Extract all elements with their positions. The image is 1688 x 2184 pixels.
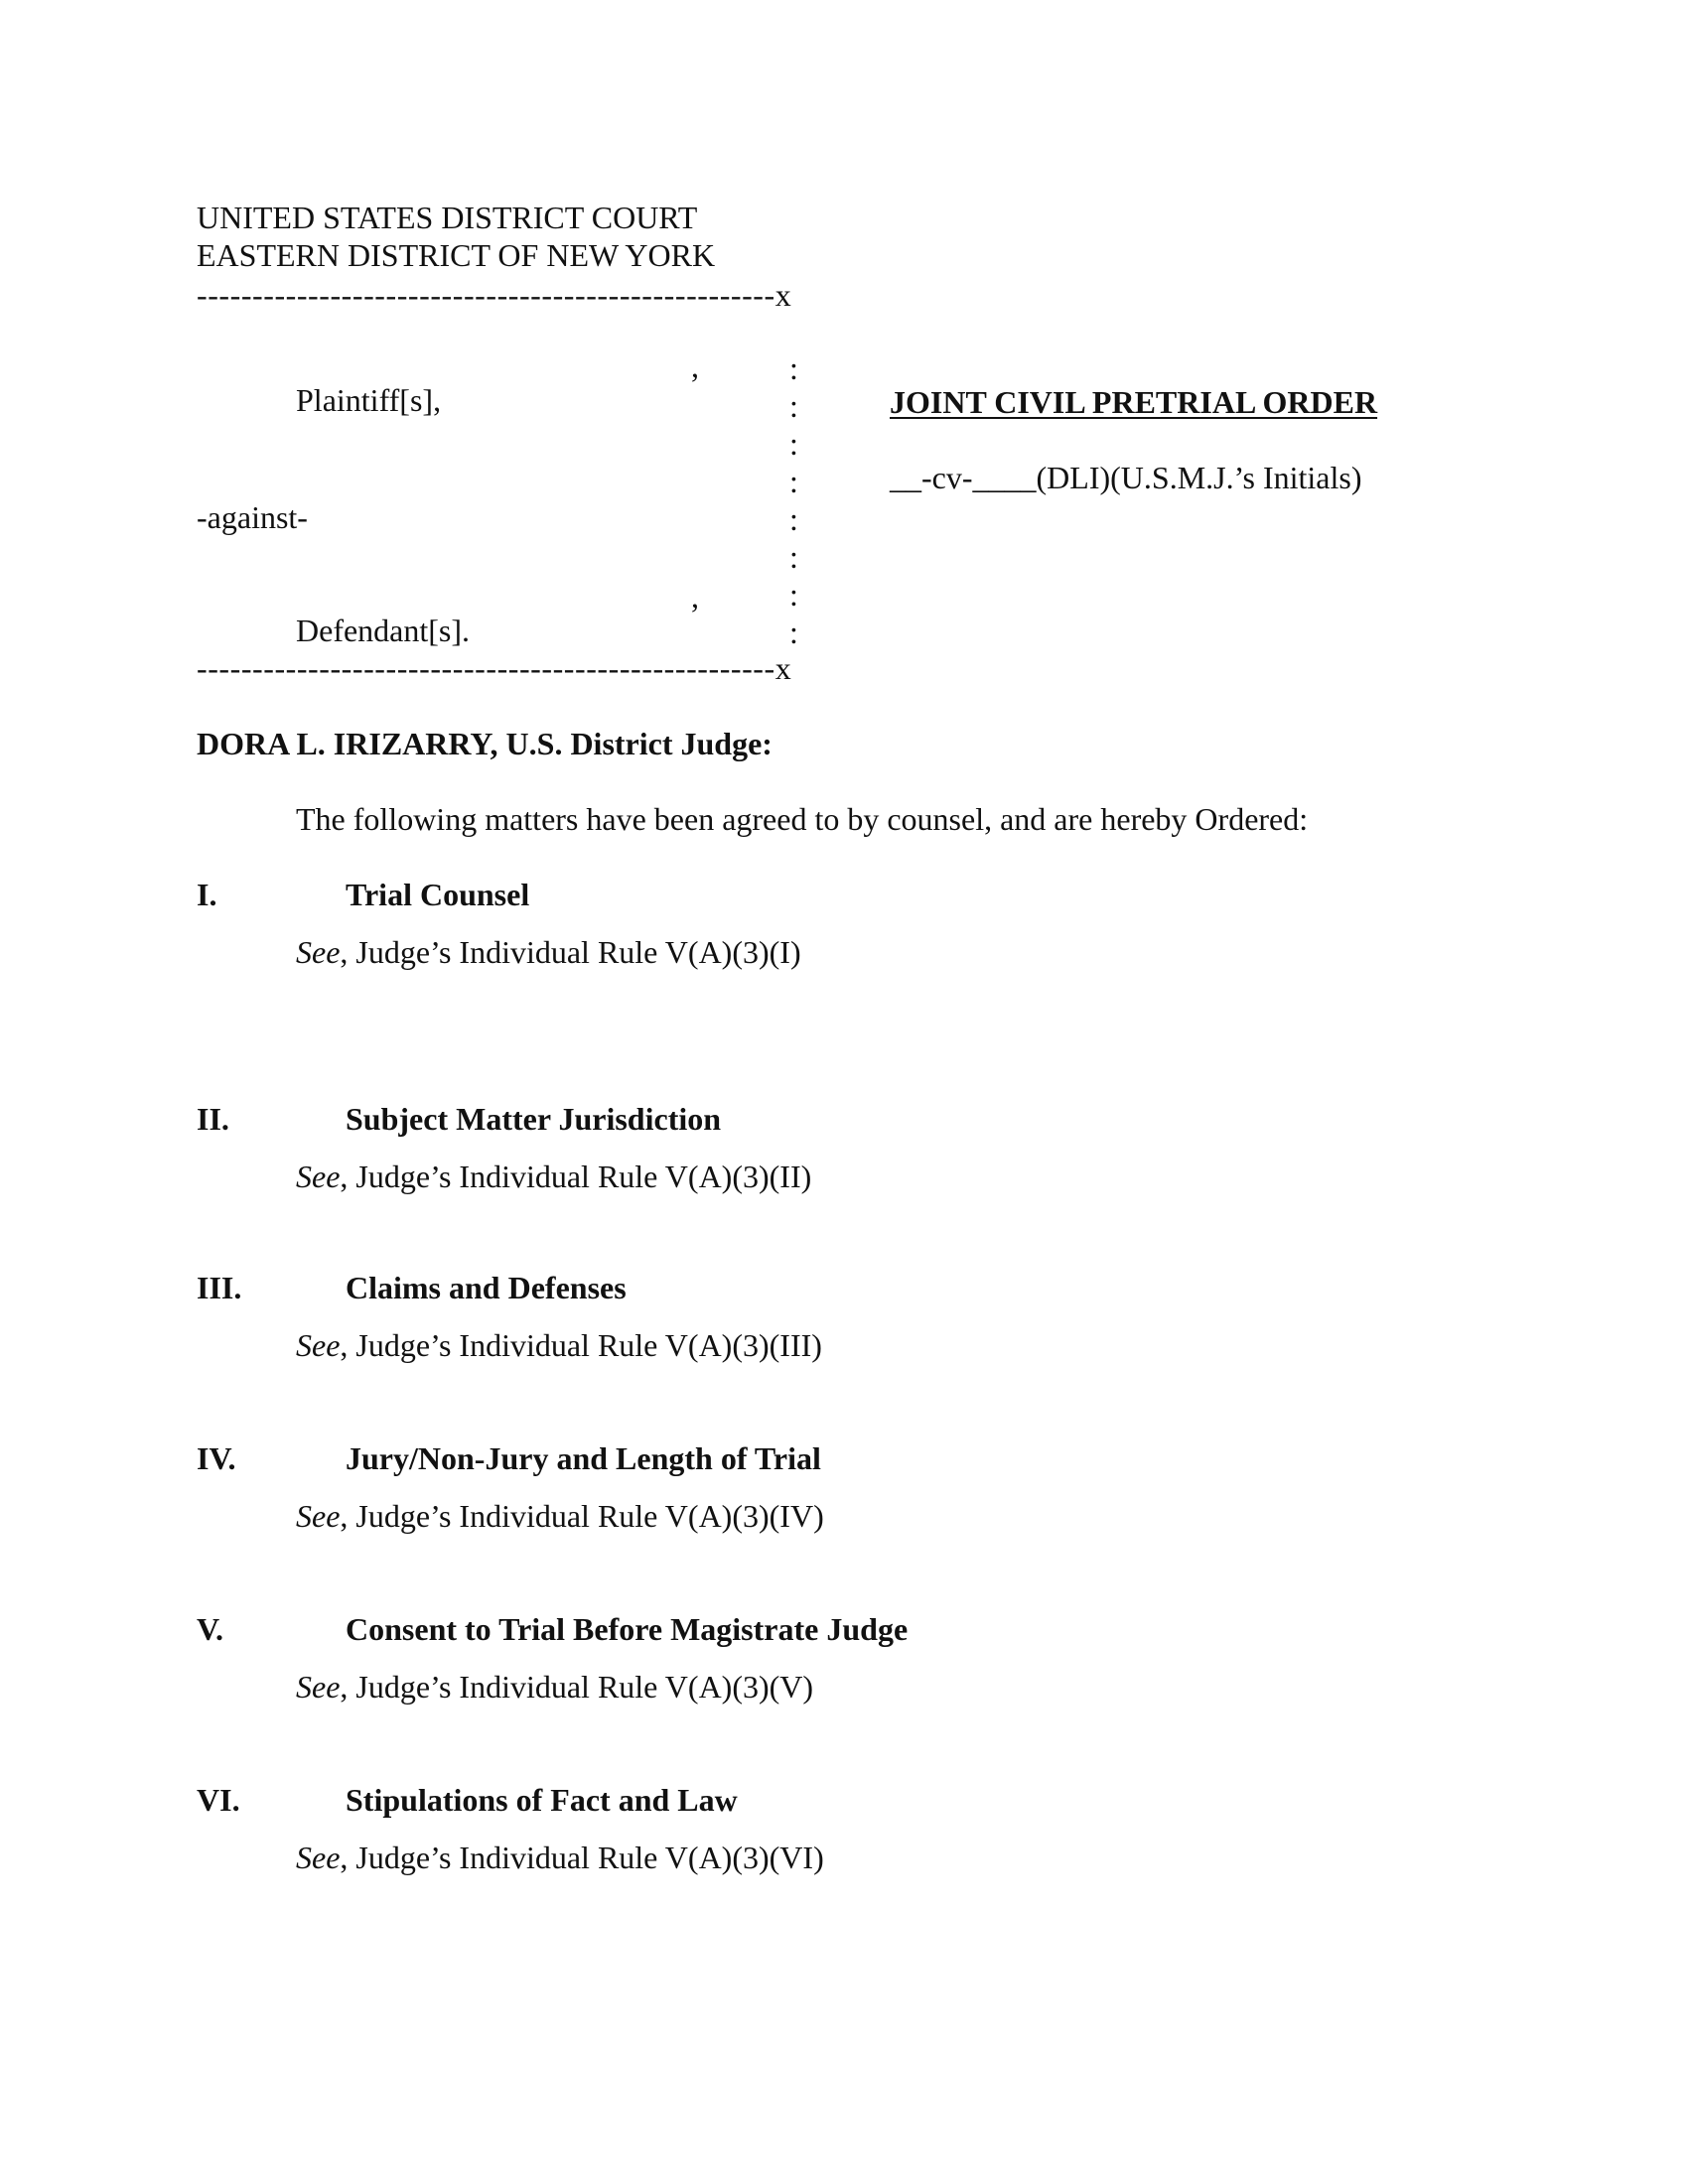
rule-citation: , Judge’s Individual Rule V(A)(3)(II) xyxy=(340,1159,812,1194)
section-number: III. xyxy=(197,1270,242,1305)
rule-citation: , Judge’s Individual Rule V(A)(3)(V) xyxy=(340,1669,814,1705)
caption-colon: : xyxy=(789,577,798,613)
section-number: VI. xyxy=(197,1782,240,1818)
caption-colon: : xyxy=(789,614,798,650)
judge-name: DORA L. IRIZARRY, U.S. District Judge: xyxy=(197,726,773,761)
plaintiff-label: Plaintiff[s], xyxy=(296,382,442,418)
see-signal: See xyxy=(296,1159,341,1194)
defendant-name-comma: , xyxy=(691,579,699,614)
section-number: II. xyxy=(197,1101,229,1137)
plaintiff-name-comma: , xyxy=(691,348,699,384)
court-district: EASTERN DISTRICT OF NEW YORK xyxy=(197,237,716,273)
see-signal: See xyxy=(296,1840,341,1875)
rule-citation: , Judge’s Individual Rule V(A)(3)(I) xyxy=(340,934,801,970)
section-title: Claims and Defenses xyxy=(346,1270,627,1305)
see-signal: See xyxy=(296,934,341,970)
caption-colon: : xyxy=(789,426,798,462)
see-signal: See xyxy=(296,1327,341,1363)
caption-colon: : xyxy=(789,464,798,499)
section-rule-reference xyxy=(296,1497,824,1535)
caption-bottom-rule: ----------------------------------------------------x xyxy=(197,650,792,686)
court-name: UNITED STATES DISTRICT COURT xyxy=(197,200,698,235)
section-number: I. xyxy=(197,877,217,912)
see-signal: See xyxy=(296,1498,341,1534)
caption-colon: : xyxy=(789,350,798,386)
section-title: Jury/Non-Jury and Length of Trial xyxy=(346,1440,821,1476)
caption-top-rule: ----------------------------------------------------x xyxy=(197,277,792,313)
section-rule-reference xyxy=(296,1158,811,1195)
section-number: IV. xyxy=(197,1440,236,1476)
section-rule-reference xyxy=(296,933,801,971)
caption-colon: : xyxy=(789,501,798,537)
section-rule-reference xyxy=(296,1326,822,1364)
section-rule-reference xyxy=(296,1839,824,1876)
rule-citation: , Judge’s Individual Rule V(A)(3)(VI) xyxy=(340,1840,824,1875)
section-title: Subject Matter Jurisdiction xyxy=(346,1101,722,1137)
section-title: Consent to Trial Before Magistrate Judge xyxy=(346,1611,909,1647)
section-title: Stipulations of Fact and Law xyxy=(346,1782,738,1818)
document-title: JOINT CIVIL PRETRIAL ORDER xyxy=(890,384,1378,420)
intro-text: The following matters have been agreed to by counsel, and are hereby Ordered: xyxy=(296,801,1309,837)
rule-citation: , Judge’s Individual Rule V(A)(3)(IV) xyxy=(340,1498,824,1534)
defendant-label: Defendant[s]. xyxy=(296,613,471,648)
section-number: V. xyxy=(197,1611,223,1647)
against-label: -against- xyxy=(197,499,308,535)
see-signal: See xyxy=(296,1669,341,1705)
section-title: Trial Counsel xyxy=(346,877,530,912)
rule-citation: , Judge’s Individual Rule V(A)(3)(III) xyxy=(340,1327,822,1363)
caption-colon: : xyxy=(789,539,798,575)
docket-number: __-cv-____(DLI)(U.S.M.J.’s Initials) xyxy=(890,460,1362,495)
caption-colon: : xyxy=(789,388,798,424)
section-rule-reference xyxy=(296,1668,813,1706)
